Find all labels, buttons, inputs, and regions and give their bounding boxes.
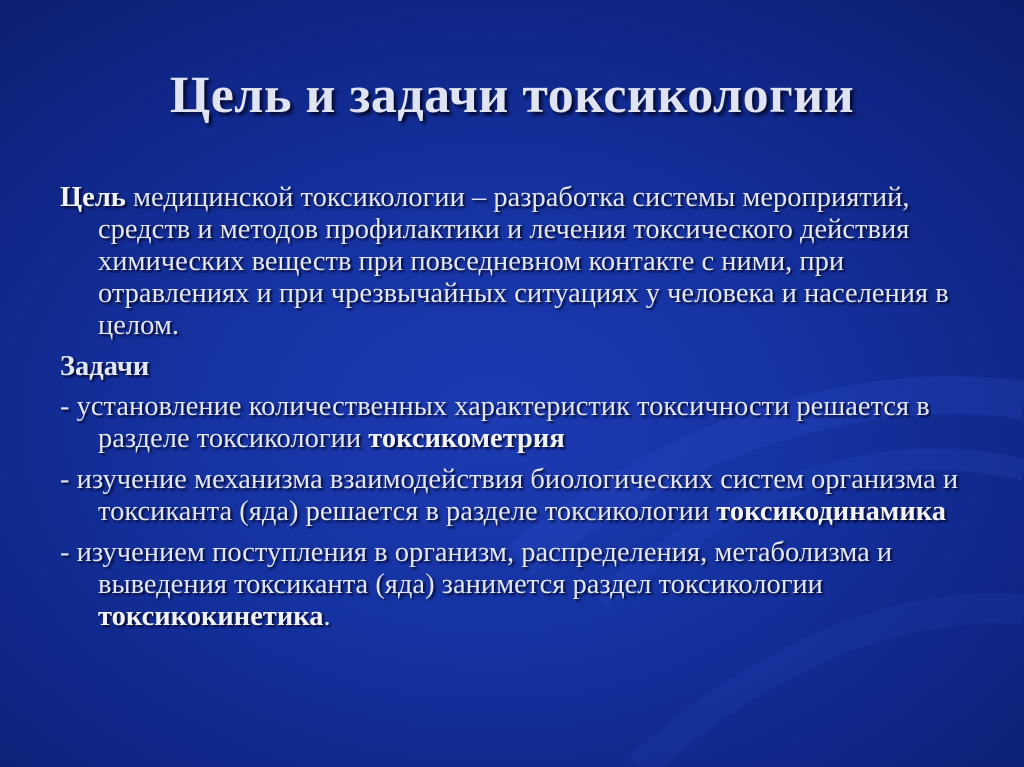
goal-label: Цель xyxy=(60,182,126,213)
task-text: - изучение механизма взаимодействия биологических систем организма и токсиканта (яда) решается в разделе токсикологии xyxy=(60,464,959,527)
slide-title: Цель и задачи токсикологии xyxy=(169,67,855,124)
task-term: токсикометрия xyxy=(368,423,565,454)
task-item xyxy=(60,464,960,528)
task-item xyxy=(60,537,960,633)
tasks-heading: Задачи xyxy=(60,351,150,382)
goal-text: медицинской токсикологии – разработка системы мероприятий, средств и методов профилактики и лечения токсического действия химических веществ при повседневном контакте с ними, при отравлениях и при чрезвычайных ситуациях у человека и населения в целом. xyxy=(98,182,949,341)
task-item xyxy=(60,391,960,455)
task-term: токсикодинамика xyxy=(716,496,946,527)
task-term: токсикокинетика xyxy=(98,601,324,632)
slide-body xyxy=(60,182,960,642)
task-text: - установление количественных характеристик токсичности решается в разделе токсикологии xyxy=(60,391,930,454)
task-tail: . xyxy=(323,601,331,632)
task-text: - изучением поступления в организм, распределения, метаболизма и выведения токсиканта (яда) занимется раздел токсикологии xyxy=(60,537,893,600)
goal-paragraph xyxy=(60,182,960,342)
